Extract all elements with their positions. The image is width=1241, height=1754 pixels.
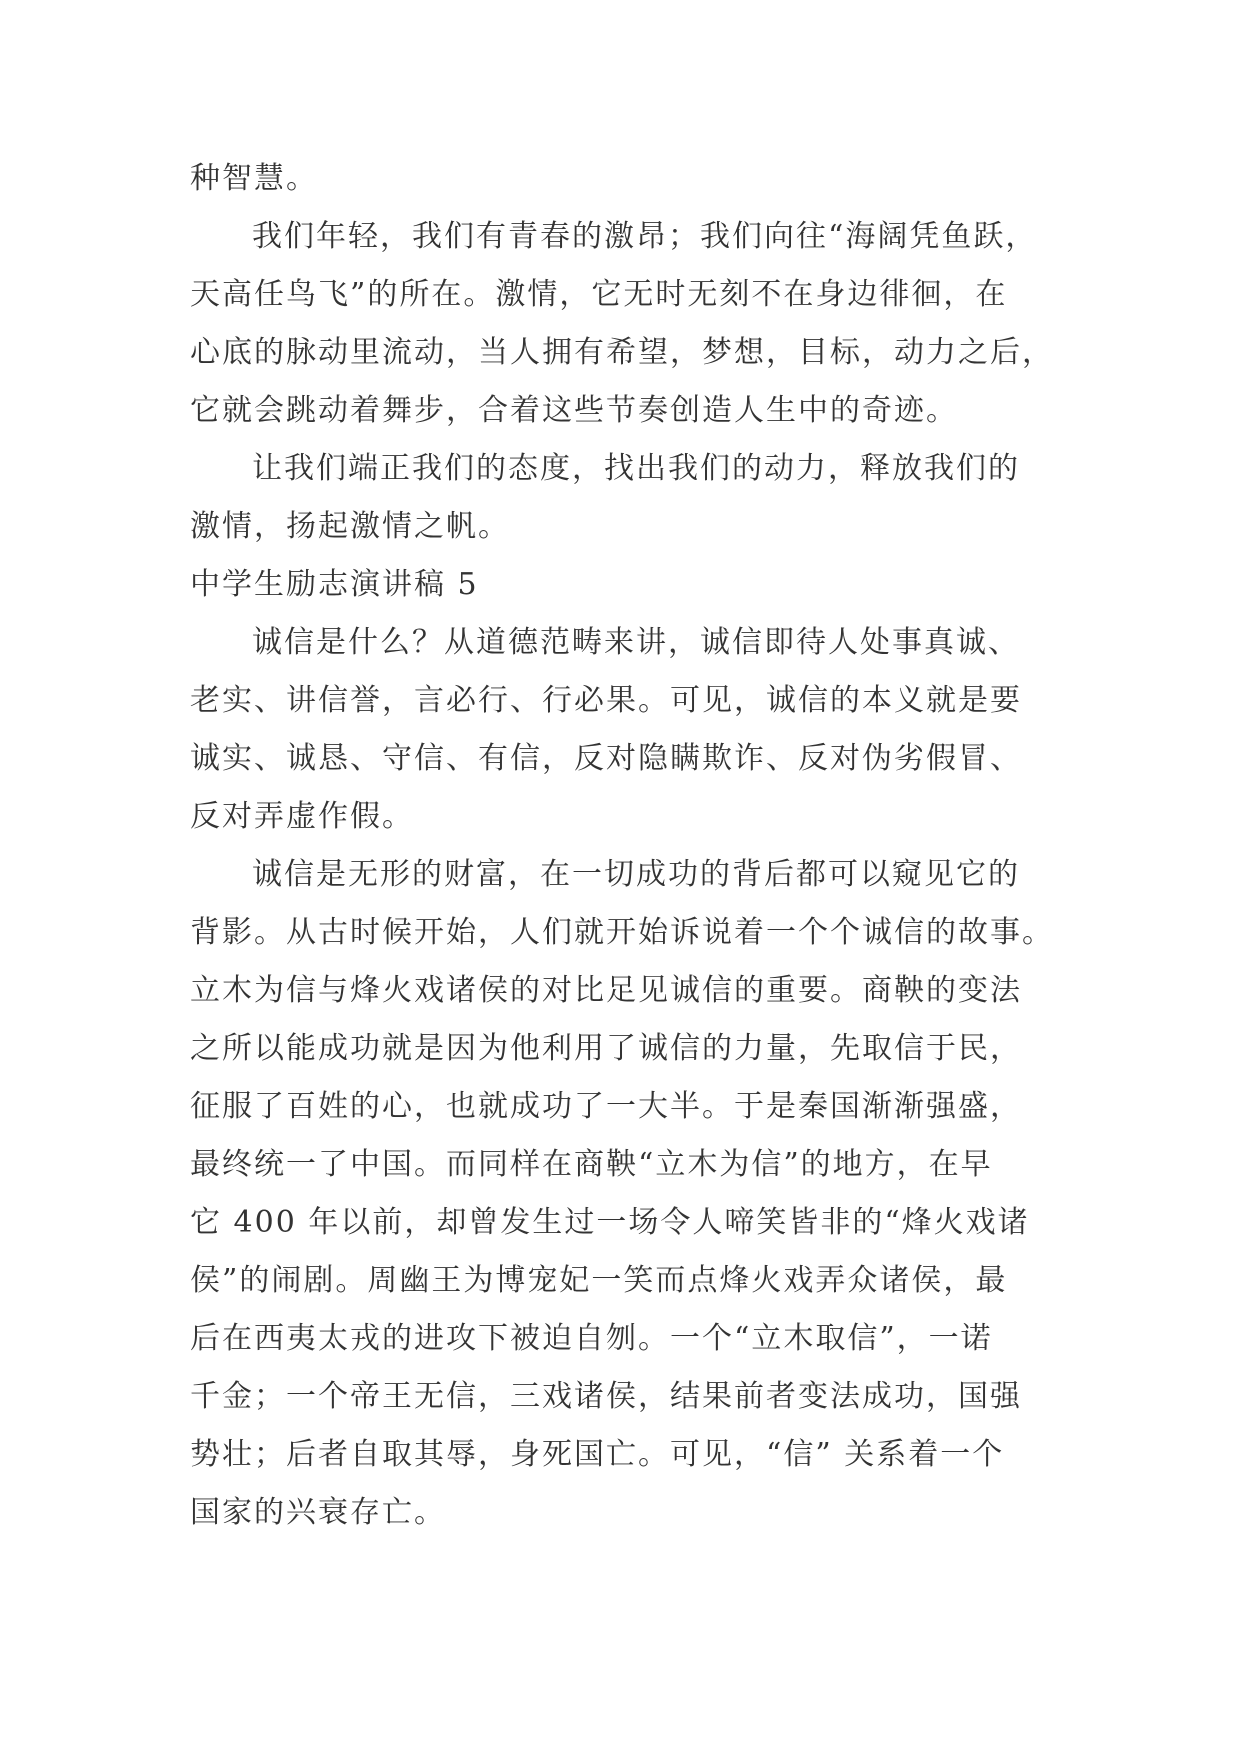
paragraph-continuation: 种智慧。 bbox=[190, 161, 318, 196]
paragraph-integrity-wealth: 诚信是无形的财富，在一切成功的背后都可以窥见它的 背影。从古时候开始，人们就开始诉说着一个个诚信的故事。 立木为信与烽火戏诸侯的对比足见诚信的重要。商鞅的变法 之所以能成功就是因为他利用了诚信的力量，先取信于民， 征服了百姓的心，也就成功了一大半。于是秦国渐渐强盛， 最终统一了中国。而同样在商鞅“立木为信”的地方，在早 它 400 年以前，却曾发生过一场令人啼笑皆非的“烽火戏诸 侯”的闹剧。周幽王为博宠妃一笑而点烽火戏弄众诸侯，最 后在西夷太戎的进攻下被迫自刎。一个“立木取信”，一诺 千金；一个帝王无信，三戏诸侯，结果前者变法成功，国强 势壮；后者自取其辱，身死国亡。可见，“信” 关系着一个 国家的兴衰存亡。 bbox=[190, 857, 1054, 1530]
document-body bbox=[190, 150, 1075, 1542]
section-heading: 中学生励志演讲稿 5 bbox=[190, 567, 479, 602]
paragraph-what-is-integrity: 诚信是什么？从道德范畴来讲，诚信即待人处事真诚、 老实、讲信誉，言必行、行必果。可见，诚信的本义就是要 诚实、诚恳、守信、有信，反对隐瞒欺诈、反对伪劣假冒、 反对弄虚作假。 bbox=[190, 625, 1022, 834]
paragraph-raise-passion-sail: 让我们端正我们的态度，找出我们的动力，释放我们的 激情，扬起激情之帆。 bbox=[190, 451, 1020, 544]
paragraph-youth-passion: 我们年轻，我们有青春的激昂；我们向往“海阔凭鱼跃， 天高任鸟飞”的所在。激情，它无时无刻不在身边徘徊，在 心底的脉动里流动，当人拥有希望，梦想，目标，动力之后， 它就会跳动着舞步，合着这些节奏创造人生中的奇迹。 bbox=[190, 219, 1054, 428]
